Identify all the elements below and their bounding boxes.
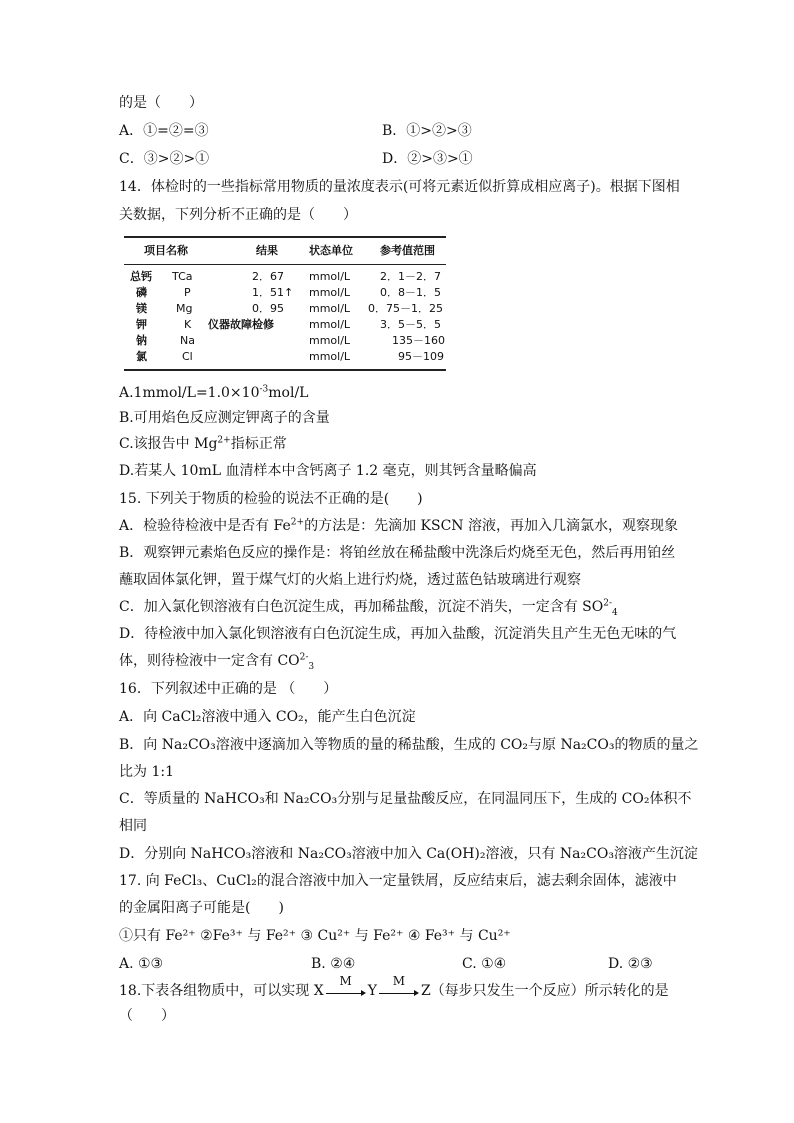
q16-option-c-1: C．等质量的 NaHCO₃和 Na₂CO₃分别与足量盐酸反应，在同温同压下，生成的 CO₂体积不	[119, 791, 692, 807]
q14-option-d: D.若某人 10mL 血清样本中含钙离子 1.2 毫克，则其钙含量略偏高	[119, 463, 537, 479]
table-header-rule	[124, 264, 446, 265]
table-cell-unit: mmol/L	[309, 318, 351, 331]
q13-option-c: C．③>②>①	[119, 151, 210, 167]
q17-option-d: D. ②③	[608, 956, 653, 972]
q15-stem: 15. 下列关于物质的检验的说法不正确的是( )	[119, 491, 423, 507]
table-cell-range: 3．5－5．5	[380, 318, 441, 331]
q18-stem-tail: Z（每步只发生一个反应）所示转化的是	[420, 983, 669, 999]
q15-d-text: 体，则待检液中一定含有 CO	[119, 653, 300, 669]
table-cell-result: 仪器故障检修	[208, 318, 274, 331]
q15-option-d-2	[119, 651, 314, 671]
table-cell-name: 氯	[136, 350, 147, 363]
table-cell-symbol: Mg	[176, 302, 193, 315]
table-header: 结果	[256, 244, 278, 257]
table-cell-name: 钾	[136, 318, 147, 331]
table-header: 状态单位	[309, 244, 353, 257]
q15-option-b-2: 蘸取固体氯化钾，置于煤气灯的火焰上进行灼烧，透过蓝色钴玻璃进行观察	[119, 572, 581, 588]
q17-option-c: C. ①④	[462, 956, 507, 972]
q17-stem-1: 17. 向 FeCl₃、CuCl₂的混合溶液中加入一定量铁屑，反应结束后，滤去剩余固体，滤液中	[119, 873, 677, 889]
table-cell-symbol: TCa	[172, 270, 193, 283]
q14-option-a	[119, 383, 308, 403]
table-cell-symbol: Cl	[182, 350, 193, 363]
table-cell-unit: mmol/L	[309, 286, 351, 299]
q15-a-text: A．检验待检液中是否有 Fe	[119, 518, 291, 534]
q14-a-text: A.1mmol/L=1.0×10	[119, 385, 260, 401]
q13-option-b: B．①>②>③	[382, 123, 472, 139]
table-cell-unit: mmol/L	[309, 334, 351, 347]
table-cell-unit: mmol/L	[309, 270, 351, 283]
q13-option-d: D．②>③>①	[382, 151, 473, 167]
arrow-label: M	[392, 974, 406, 988]
q17-option-a: A. ①③	[119, 956, 164, 972]
q14-option-b: B.可用焰色反应测定钾离子的含量	[119, 410, 330, 426]
q14-a-unit: mol/L	[268, 385, 309, 401]
q14-c-tail: 指标正常	[230, 436, 287, 452]
q17-choices: ①只有 Fe²⁺ ②Fe³⁺ 与 Fe²⁺ ③ Cu²⁺ 与 Fe²⁺ ④ Fe³⁺ 与 Cu²⁺	[119, 928, 511, 944]
table-cell-name: 磷	[136, 286, 147, 299]
arrow-shaft	[326, 993, 364, 994]
q16-option-b-2: 比为 1:1	[119, 764, 174, 780]
q13-stem-tail: 的是（ ）	[119, 95, 203, 111]
q14-c-text: C.该报告中 Mg	[119, 436, 218, 452]
table-cell-range: 0．8－1．5	[380, 286, 441, 299]
arrow-head-icon	[414, 990, 419, 996]
q17-stem-2: 的金属阳离子可能是( )	[119, 900, 284, 916]
q15-option-a	[119, 516, 678, 536]
q14-stem-2: 关数据，下列分析不正确的是（ ）	[119, 207, 357, 223]
table-cell-unit: mmol/L	[309, 302, 351, 315]
table-cell-result: 2．67	[252, 270, 284, 283]
table-header: 项目名称	[144, 244, 188, 257]
reaction-arrow-x-to-y	[326, 974, 366, 998]
reaction-arrow-y-to-z	[379, 974, 419, 998]
q14-option-c	[119, 434, 287, 454]
q15-option-d-1: D．待检液中加入氯化钡溶液有白色沉淀生成，再加入盐酸，沉淀消失且产生无色无味的气	[119, 626, 677, 642]
q18-species-y: Y	[367, 983, 377, 999]
q18-stem	[119, 974, 669, 1001]
q15-option-c	[119, 597, 618, 617]
table-cell-symbol: Na	[180, 334, 195, 347]
q15-c-subscript: 4	[612, 607, 618, 618]
q14-c-charge: 2+	[217, 435, 231, 446]
table-cell-range: 0．75－1．25	[368, 302, 443, 315]
table-cell-range: 2．1－2．7	[380, 270, 441, 283]
table-cell-symbol: K	[184, 318, 192, 331]
table-cell-name: 镁	[136, 302, 147, 315]
lab-report-table	[124, 236, 446, 371]
table-cell-name: 总钙	[130, 270, 152, 283]
q18-stem-text: 18.下表各组物质中，可以实现 X	[119, 983, 324, 999]
table-cell-unit: mmol/L	[309, 350, 351, 363]
q14-a-exponent: -3	[259, 384, 269, 395]
q13-option-a: A．①=②=③	[119, 123, 209, 139]
table-header: 参考值范围	[380, 244, 435, 257]
q16-option-a: A．向 CaCl₂溶液中通入 CO₂，能产生白色沉淀	[119, 709, 416, 725]
table-cell-result: 0．95	[252, 302, 284, 315]
q15-a-tail: 的方法是：先滴加 KSCN 溶液，再加入几滴氯水，观察现象	[304, 518, 678, 534]
arrow-label: M	[339, 974, 352, 988]
q14-stem-1: 14．体检时的一些指标常用物质的量浓度表示(可将元素近似折算成相应离子)。根据下图相	[119, 179, 680, 195]
q16-option-d: D．分别向 NaHCO₃溶液和 Na₂CO₃溶液中加入 Ca(OH)₂溶液，只有 Na₂CO₃溶液产生沉淀	[119, 846, 698, 862]
table-top-rule	[124, 236, 446, 238]
table-cell-name: 钠	[136, 334, 147, 347]
table-bottom-rule	[124, 369, 446, 371]
q15-a-charge: 2+	[290, 517, 305, 528]
q18-answer-paren: （ ）	[119, 1008, 175, 1024]
q17-option-b: B. ②④	[311, 956, 356, 972]
table-cell-range: 95－109	[398, 350, 444, 363]
q15-c-text: C．加入氯化钡溶液有白色沉淀生成，再加稀盐酸，沉淀不消失，一定含有 SO	[119, 599, 604, 615]
table-cell-symbol: P	[184, 286, 191, 299]
q15-option-b-1: B．观察钾元素焰色反应的操作是：将铂丝放在稀盐酸中洗涤后灼烧至无色，然后再用铂丝	[119, 545, 676, 561]
arrow-shaft	[379, 993, 417, 994]
table-cell-range: 135－160	[392, 334, 445, 347]
q15-c-charge: 2-	[603, 598, 613, 609]
q16-option-b-1: B．向 Na₂CO₃溶液中逐滴加入等物质的量的稀盐酸，生成的 CO₂与原 Na₂CO₃的物质的量之	[119, 737, 699, 753]
table-cell-result: 1．51↑	[252, 286, 294, 299]
q16-stem: 16．下列叙述中正确的是 （ ）	[119, 681, 338, 697]
q15-d-charge: 2-	[299, 652, 309, 663]
q16-option-c-2: 相同	[119, 818, 147, 834]
arrow-head-icon	[361, 990, 366, 996]
q15-d-subscript: 3	[308, 661, 315, 672]
